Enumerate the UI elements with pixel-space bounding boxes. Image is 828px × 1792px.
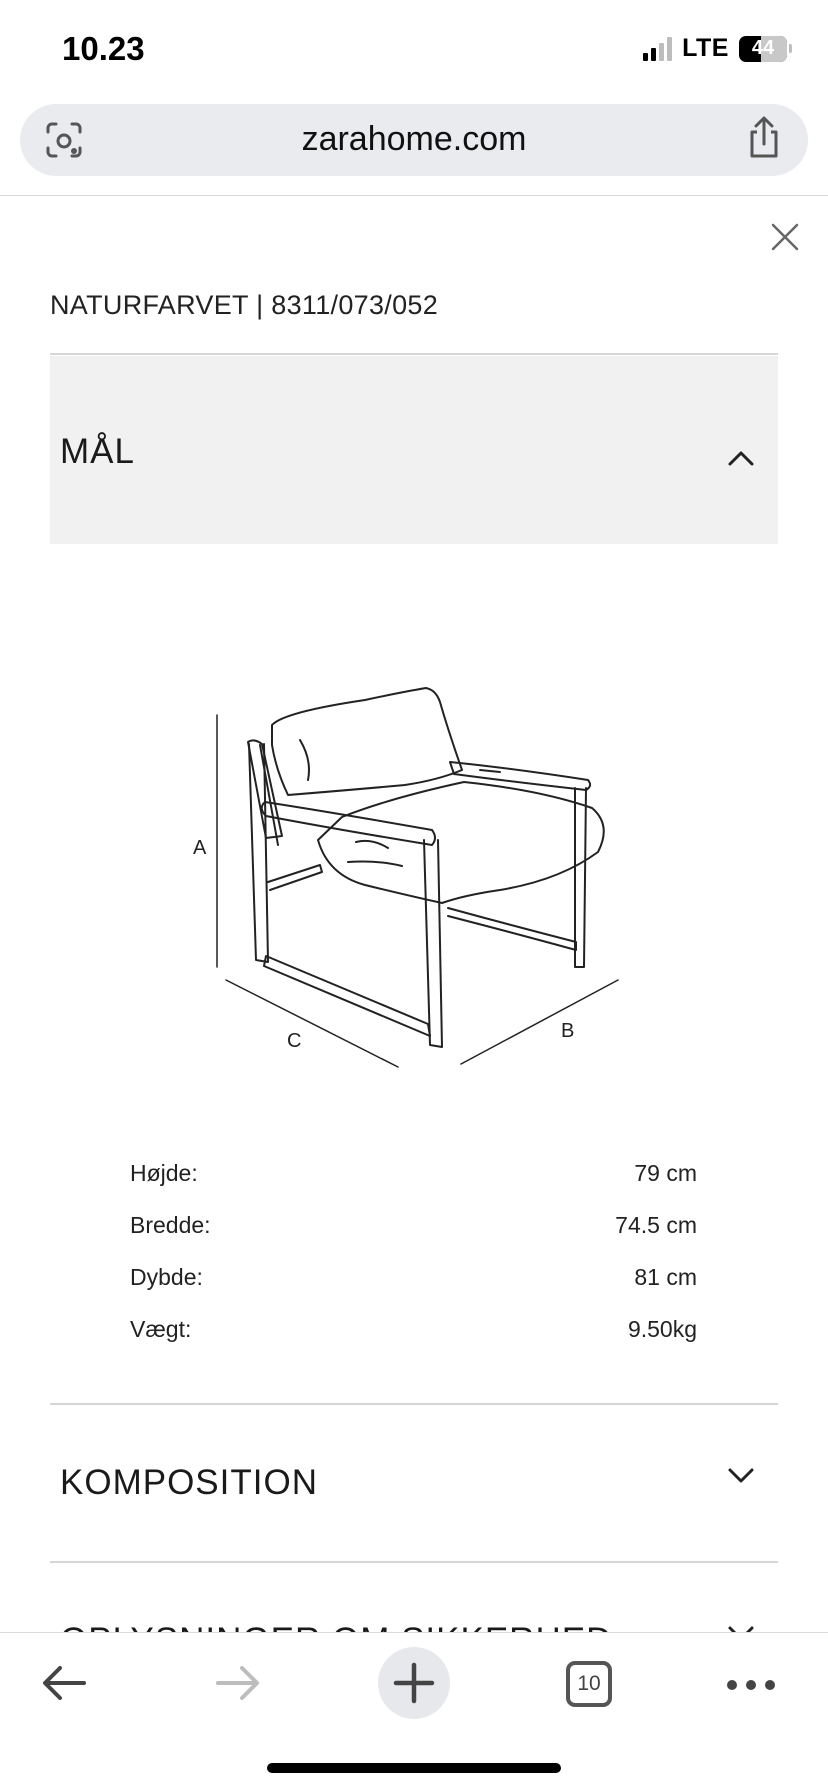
toolbar-divider [0, 195, 828, 196]
divider [50, 353, 778, 355]
accordion-composition[interactable] [50, 1405, 778, 1561]
network-type: LTE [682, 34, 729, 62]
dimension-value: 74.5 cm [615, 1212, 697, 1238]
dimension-row-weight [130, 1316, 697, 1368]
close-icon[interactable] [770, 222, 800, 252]
chevron-down-icon[interactable] [726, 1465, 756, 1485]
address-bar[interactable] [20, 104, 808, 176]
accordion-composition-title: KOMPOSITION [60, 1463, 318, 1502]
dimensions-list [130, 1160, 697, 1368]
dimension-label: Bredde: [130, 1212, 211, 1238]
status-indicators [643, 34, 792, 63]
dimension-row-height [130, 1160, 697, 1212]
dimension-label: Højde: [130, 1160, 198, 1186]
dimension-value: 81 cm [634, 1264, 697, 1290]
tabs-button[interactable] [566, 1661, 612, 1707]
dimension-label-c: C [287, 1030, 302, 1052]
dimension-row-width [130, 1212, 697, 1264]
dimension-value: 9.50kg [627, 1316, 697, 1342]
battery-icon [739, 36, 792, 62]
status-time: 10.23 [62, 30, 145, 67]
arrow-right-icon[interactable] [214, 1663, 262, 1703]
dimension-label: Vægt: [130, 1316, 192, 1342]
new-tab-button[interactable] [378, 1647, 450, 1719]
more-icon[interactable] [726, 1679, 776, 1691]
battery-level: 44 [751, 37, 775, 59]
share-icon[interactable] [744, 116, 784, 160]
dimension-row-depth [130, 1264, 697, 1316]
arrow-left-icon[interactable] [40, 1663, 88, 1703]
dimension-label: Dybde: [130, 1264, 203, 1290]
signal-icon [643, 37, 672, 61]
plus-icon [378, 1647, 450, 1719]
accordion-measurements-title: MÅL [60, 432, 135, 471]
browser-toolbar [0, 1632, 828, 1792]
dimension-value: 79 cm [634, 1160, 697, 1186]
product-color-reference: NATURFARVET | 8311/073/052 [50, 290, 439, 320]
accordion-measurements-header[interactable] [50, 356, 778, 544]
status-bar [0, 0, 828, 96]
dimension-label-b: B [561, 1020, 575, 1042]
chevron-up-icon[interactable] [726, 448, 756, 468]
chair-dimension-diagram [180, 670, 640, 1080]
home-indicator [267, 1763, 561, 1773]
url-text[interactable]: zarahome.com [301, 120, 527, 158]
dimension-label-a: A [193, 837, 207, 859]
tab-count: 10 [577, 1672, 601, 1695]
